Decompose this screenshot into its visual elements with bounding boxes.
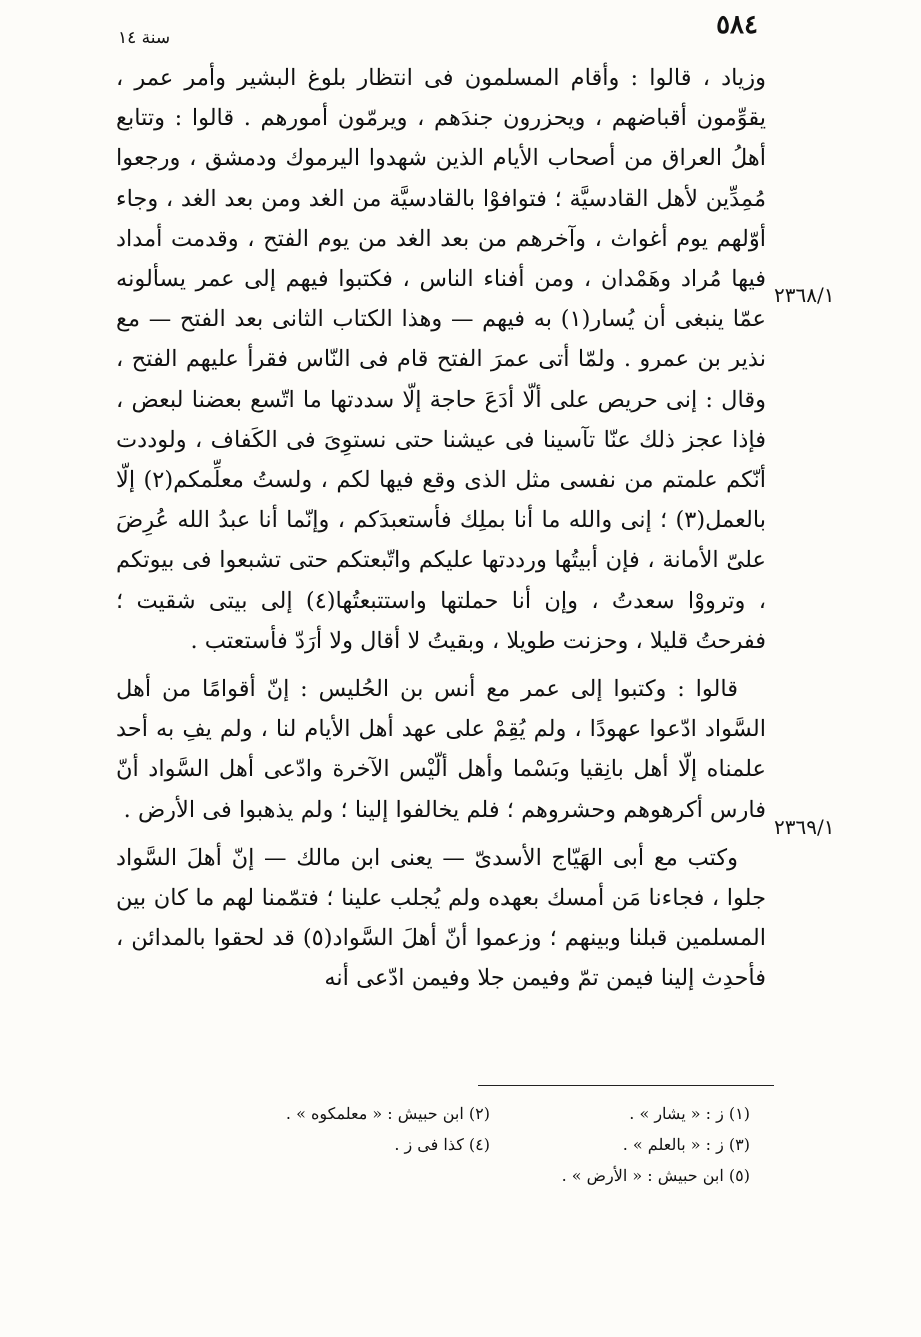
footnote: (٥) ابن حبيش : « الأرض » . (561, 1166, 750, 1185)
paragraph: وزياد ، قالوا : وأقام المسلمون فى انتظار بلوغ البشير وأمر عمر ، يقوِّمون أقباضهم ، ويحزرون جندَهم ، ويرمّون أمورهم . قالوا : وتتابع أهلُ العراق من أصحاب الأيام الذين شهدوا اليرموك ودمشق ، ورجعوا مُمِدِّين لأهل القادسيَّة ؛ فتوافوْا بالقادسيَّة من الغد ومن بعد الغد ، وجاء أوّلهم يوم أغواث ، وآخرهم من بعد الغد من يوم الفتح ، وقدمت أمداد فيها مُراد وهَمْدان ، ومن أفناء الناس ، فكتبوا فيهم إلى عمر يسألونه عمّا ينبغى أن يُسار(١) به فيهم — وهذا الكتاب الثانى بعد الفتح — مع نذير بن عمرو . ولمّا أتى عمرَ الفتح قام فى النّاس فقرأ عليهم الفتح ، وقال : إنى حريص على ألّا أدَعَ حاجة إلّا سددتها ما اتّسع بعضنا لبعض ، فإذا عجز ذلك عنّا تآسينا فى عيشنا حتى نستوِىَ فى الكَفاف ، ولوددت أنّكم علمتم من نفسى مثل الذى وقع فيها لكم ، ولستُ معلِّمكم(٢) إلّا بالعمل(٣) ؛ إنى والله ما أنا بملِك فأستعبدَكم ، وإنّما أنا عبدُ الله عُرِضَ علىّ الأمانة ، فإن أبيتُها ورددتها عليكم واتّبعتكم حتى تشبعوا فى بيوتكم ، وترووْا سعدتُ ، وإن أنا حملتها واستتبعتُها(٤) إلى بيتى شقيت ؛ ففرحتُ قليلا ، وحزنت طويلا ، وبقيتُ لا أقال ولا أرَدّ فأستعتب . (116, 65, 767, 654)
running-head: سنة ١٤ (118, 28, 171, 48)
footnote: (١) ز : « يشار » . (629, 1104, 750, 1123)
page-number: ٥٨٤ (716, 10, 758, 40)
footnote: (٣) ز : « بالعلم » . (622, 1135, 750, 1154)
footnote-row (230, 1129, 750, 1160)
page-header (118, 6, 758, 46)
footnote: (٤) كذا فى ز . (394, 1135, 490, 1154)
paragraph: قالوا : وكتبوا إلى عمر مع أنس بن الحُليس : إنّ أقوامًا من أهل السَّواد ادّعوا عهودًا ، ولم يُقِمْ على عهد أهل الأيام لنا ، ولم يفِ به أحد علمناه إلّا أهل بانِقيا وبَسْما وأهل ألّيْس الآخرة وادّعى أهل السَّواد أنّ فارس أكرهوهم وحشروهم ؛ فلم يخالفوا إلينا ؛ ولم يذهبوا فى الأرض . (116, 676, 766, 823)
margin-reference: ٢٣٦٩/١ (774, 815, 835, 839)
footnote: (٢) ابن حبيش : « معلمكوه » . (285, 1104, 490, 1123)
paragraph: وكتب مع أبى الهَيّاج الأسدىّ — يعنى ابن مالك — إنّ أهلَ السَّواد جلوا ، فجاءنا مَن أمسك بعهده ولم يُجلب علينا ؛ فتمّمنا لهم ما كان بين المسلمين قبلنا وبينهم ؛ وزعموا أنّ أهلَ السَّواد(٥) قد لحقوا بالمدائن ، فأحدِث إلينا فيمن تمّ وفيمن جلا وفيمن ادّعى أنه (116, 844, 766, 992)
footnote-row (230, 1098, 750, 1129)
margin-reference: ٢٣٦٨/١ (774, 283, 835, 307)
footnotes (230, 1098, 750, 1191)
footnote-divider (478, 1085, 774, 1086)
body-text (116, 58, 766, 999)
footnote-row (230, 1160, 750, 1191)
